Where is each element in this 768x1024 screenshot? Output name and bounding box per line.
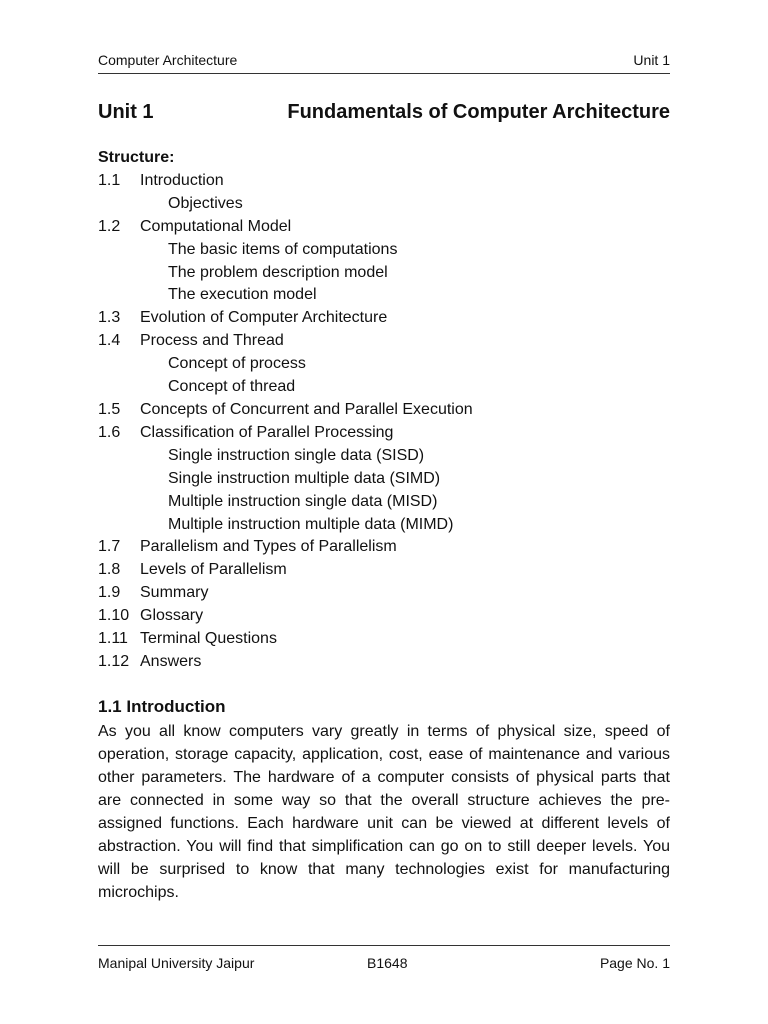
structure-list [98, 147, 670, 674]
structure-items [98, 170, 670, 674]
toc-entry-label: Evolution of Computer Architecture [140, 309, 388, 327]
toc-subentry: The basic items of computations [168, 240, 398, 258]
toc-entry-number: 1.3 [98, 309, 121, 327]
toc-entry-number: 1.7 [98, 538, 121, 556]
title-unit: Unit 1 [98, 101, 154, 123]
toc-entry-number: 1.5 [98, 400, 121, 418]
toc-entry-label: Levels of Parallelism [140, 561, 287, 579]
toc-entry-number: 1.9 [98, 584, 121, 602]
toc-entry [98, 170, 670, 193]
toc-entry-number: 1.12 [98, 652, 130, 670]
section-heading: 1.1 Introduction [98, 697, 226, 716]
toc-subentry: The execution model [168, 286, 317, 304]
toc-entry-label: Answers [140, 652, 202, 670]
introduction-paragraph: As you all know computers vary greatly in terms of physical size, speed of operation, storage capacity, application, cost, ease of maintenance and various other parameters. The hardware of a computer consists of physical parts that are connected in some way so that the overall structure achieves the pre-assigned functions. Each hardware unit can be viewed at different levels of abstraction. You will find that simplification can go on to still deeper levels. You will be surprised to know that many technologies exist for manufacturing microchips. [98, 723, 670, 901]
toc-entry-number: 1.10 [98, 607, 130, 625]
toc-entry [98, 216, 670, 239]
toc-entry-label: Classification of Parallel Processing [140, 423, 394, 441]
toc-entry [98, 536, 670, 559]
footer-page-number: Page No. 1 [599, 955, 670, 971]
toc-subentry: Concept of thread [168, 378, 296, 396]
toc-entry [98, 582, 670, 605]
toc-subentry: Single instruction single data (SISD) [168, 446, 425, 464]
page-header [98, 52, 670, 74]
toc-entry-label: Summary [140, 584, 209, 602]
footer-course-code: B1648 [367, 955, 408, 971]
toc-subentry: Objectives [168, 194, 243, 212]
footer-university: Manipal University Jaipur [98, 955, 255, 971]
toc-subentry: Concept of process [168, 355, 306, 373]
toc-entry-number: 1.4 [98, 332, 121, 350]
toc-entry-label: Terminal Questions [140, 630, 277, 648]
structure-heading: Structure: [98, 149, 175, 166]
toc-entry [98, 399, 670, 422]
toc-entry [98, 330, 670, 353]
toc-entry-label: Introduction [140, 171, 224, 189]
toc-entry-number: 1.8 [98, 561, 121, 579]
toc-entry [98, 422, 670, 445]
toc-entry-number: 1.1 [98, 171, 121, 189]
toc-entry [98, 651, 670, 674]
toc-subentry: The problem description model [168, 263, 388, 281]
toc-entry-label: Glossary [140, 607, 204, 625]
toc-entry-label: Parallelism and Types of Parallelism [140, 538, 397, 556]
header-course-title: Computer Architecture [98, 52, 238, 68]
toc-entry-number: 1.2 [98, 217, 121, 235]
toc-entry-label: Computational Model [140, 217, 292, 235]
toc-entry [98, 628, 670, 651]
toc-entry-label: Process and Thread [140, 332, 284, 350]
toc-entry [98, 559, 670, 582]
toc-entry [98, 307, 670, 330]
toc-entry-number: 1.6 [98, 423, 121, 441]
toc-subentry: Single instruction multiple data (SIMD) [168, 469, 441, 487]
toc-subentry: Multiple instruction single data (MISD) [168, 492, 438, 510]
header-unit-label: Unit 1 [633, 52, 670, 68]
page-footer [98, 945, 670, 975]
toc-entry-number: 1.11 [98, 630, 128, 648]
title-text: Fundamentals of Computer Architecture [287, 101, 670, 123]
toc-entry [98, 605, 670, 628]
toc-entry-label: Concepts of Concurrent and Parallel Execution [140, 400, 473, 418]
toc-subentry: Multiple instruction multiple data (MIMD) [168, 515, 454, 533]
